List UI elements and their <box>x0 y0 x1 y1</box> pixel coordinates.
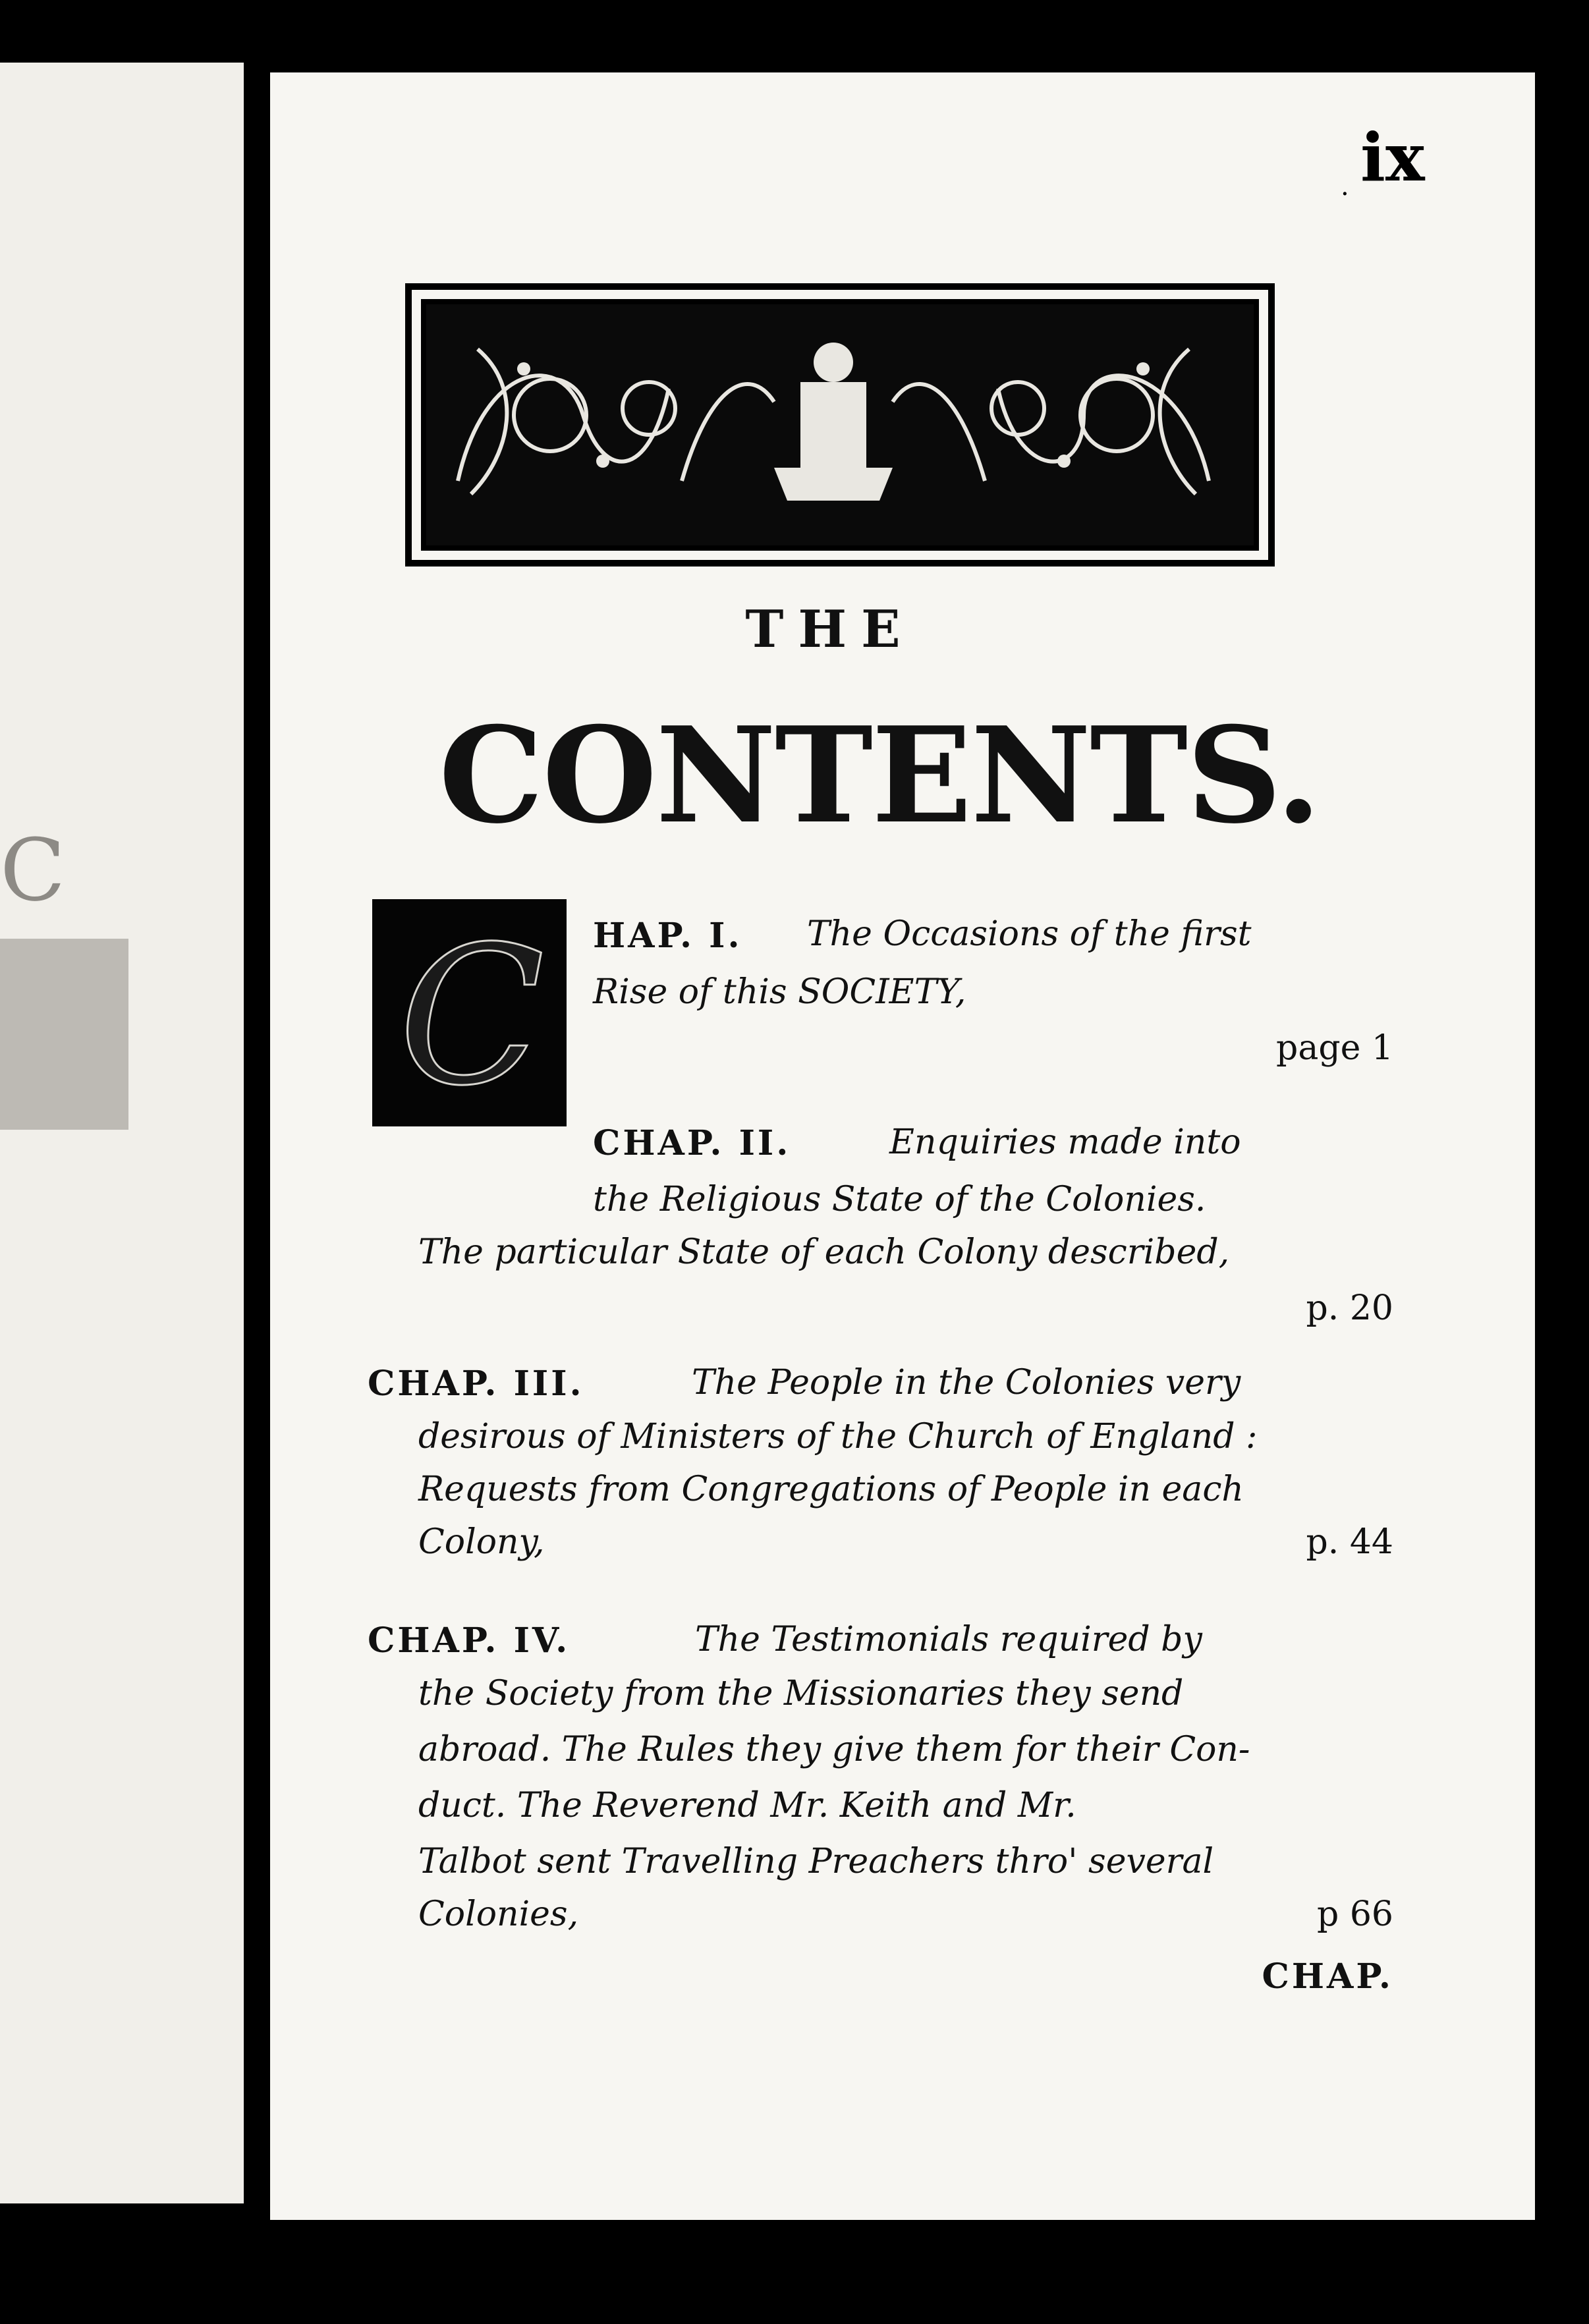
chapter-3-page: p. 44 <box>1306 1522 1393 1562</box>
chapter-2-number: CHAP. II. <box>593 1123 791 1163</box>
chapter-2-line-3: The particular State of each Colony described, <box>418 1232 1230 1272</box>
headpiece-ornament-icon <box>432 310 1235 527</box>
chapter-4-line-5: Talbot sent Travelling Preachers thro' several <box>418 1842 1214 1881</box>
page-number-mark: . <box>1341 171 1349 202</box>
chapter-1-page: page 1 <box>1276 1028 1393 1068</box>
chapter-1-line-1: The Occasions of the first <box>807 914 1252 954</box>
ornamental-headpiece <box>405 283 1275 567</box>
chapter-1-line-2: Rise of this SOCIETY, <box>593 972 966 1012</box>
contents-page <box>270 72 1535 2220</box>
chapter-3-line-1: The People in the Colonies very <box>692 1363 1241 1402</box>
heading-the: THE <box>745 599 915 659</box>
chapter-4-line-6: Colonies, <box>418 1895 579 1934</box>
decorated-initial-letter: C <box>399 906 545 1128</box>
facing-page <box>0 63 244 2203</box>
chapter-4-number: CHAP. IV. <box>368 1620 571 1661</box>
book-spine <box>244 0 270 2324</box>
page-number: ix <box>1360 119 1425 196</box>
facing-page-letterform: C <box>0 820 66 920</box>
chapter-3-number: CHAP. III. <box>368 1364 584 1404</box>
facing-page-illustration <box>0 939 128 1130</box>
decorated-initial <box>372 899 567 1126</box>
chapter-4-page: p 66 <box>1317 1895 1393 1934</box>
chapter-3-line-2: desirous of Ministers of the Church of England : <box>418 1417 1258 1456</box>
catchword: CHAP. <box>1262 1956 1393 1997</box>
heading-contents: CONTENTS. <box>438 698 1321 853</box>
chapter-2-line-1: Enquiries made into <box>889 1122 1241 1162</box>
chapter-4-line-1: The Testimonials required by <box>695 1620 1202 1659</box>
chapter-4-line-3: abroad. The Rules they give them for their Con- <box>418 1730 1250 1769</box>
chapter-2-page: p. 20 <box>1306 1288 1393 1328</box>
chapter-2-line-2: the Religious State of the Colonies. <box>593 1180 1206 1219</box>
chapter-3-line-4: Colony, <box>418 1522 545 1562</box>
chapter-4-line-4: duct. The Reverend Mr. Keith and Mr. <box>418 1786 1076 1825</box>
chapter-1-number: HAP. I. <box>593 916 742 956</box>
chapter-4-line-2: the Society from the Missionaries they send <box>418 1674 1184 1713</box>
chapter-3-line-3: Requests from Congregations of People in each <box>418 1470 1244 1509</box>
